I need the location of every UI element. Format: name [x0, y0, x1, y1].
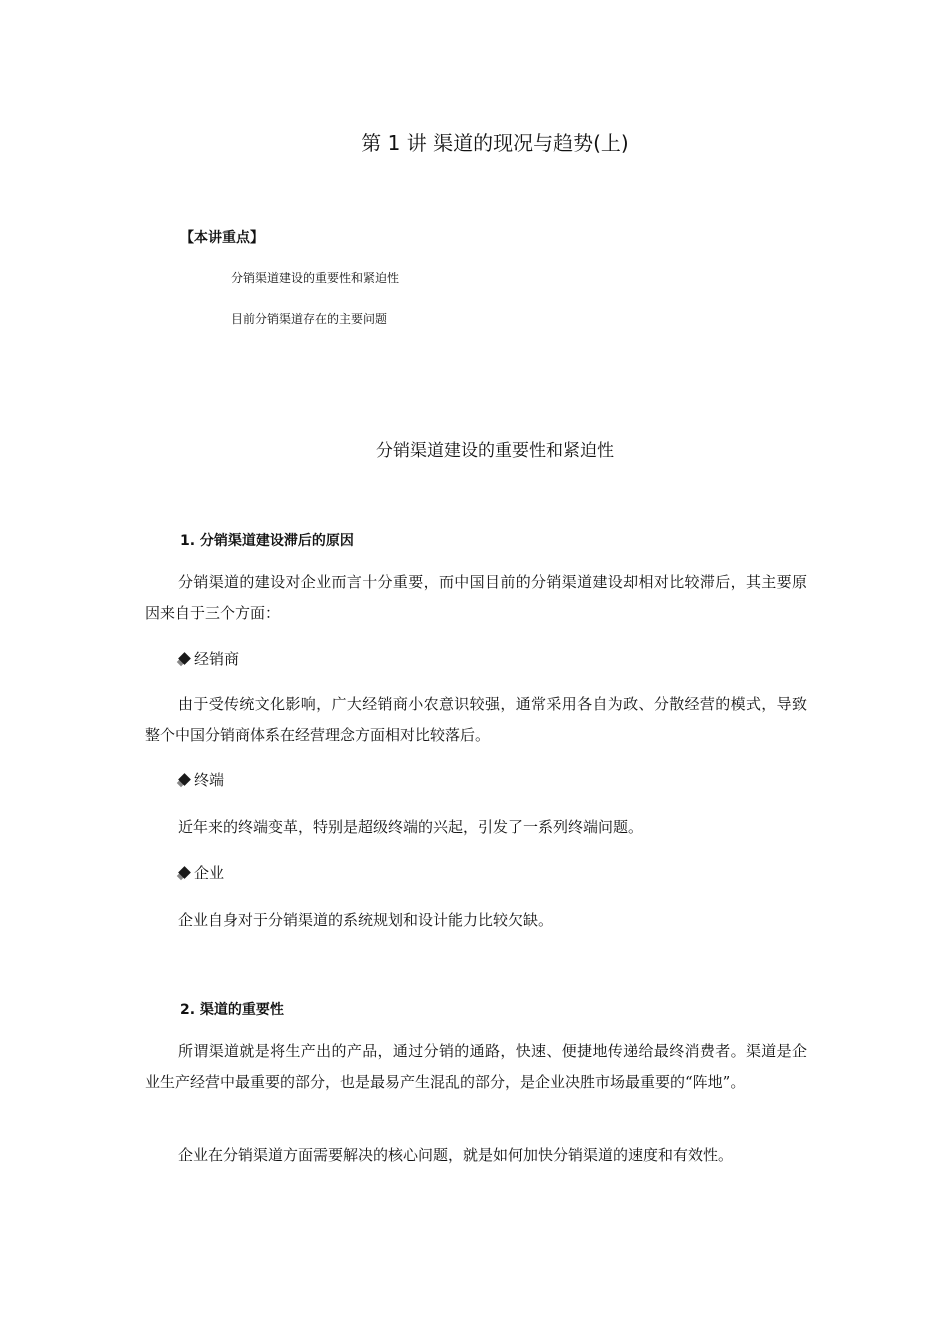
bullet-label: 经销商	[194, 650, 240, 668]
section-title: 分销渠道建设的重要性和紧迫性	[376, 441, 614, 461]
bullet-terminal	[178, 769, 224, 790]
diamond-bullet-icon	[178, 652, 192, 666]
bullet-text: 近年来的终端变革，特别是超级终端的兴起，引发了一系列终端问题。	[178, 818, 644, 836]
bullet-distributor	[178, 648, 239, 669]
part2-heading: 2. 渠道的重要性	[180, 1002, 284, 1018]
bullet-text: 由于受传统文化影响，广大经销商小农意识较强，通常采用各自为政、分散经营的模式，导致整个中国分销商体系在经营理念方面相对比较落后。	[145, 695, 807, 744]
focus-item: 目前分销渠道存在的主要问题	[231, 312, 388, 326]
focus-item: 分销渠道建设的重要性和紧迫性	[231, 271, 400, 285]
bullet-enterprise	[178, 862, 224, 883]
part2-paragraph: 所谓渠道就是将生产出的产品，通过分销的通路，快速、便捷地传递给最终消费者。渠道是企业生产经营中最重要的部分，也是最易产生混乱的部分，是企业决胜市场最重要的“阵地”。	[145, 1042, 807, 1091]
focus-heading: 【本讲重点】	[180, 230, 264, 246]
page-title: 第 1 讲 渠道的现况与趋势(上)	[361, 131, 629, 155]
part1-heading: 1. 分销渠道建设滞后的原因	[180, 533, 354, 549]
part1-intro: 分销渠道的建设对企业而言十分重要，而中国目前的分销渠道建设却相对比较滞后，其主要原因来自于三个方面：	[145, 573, 807, 622]
bullet-label: 企业	[194, 864, 225, 882]
diamond-bullet-icon	[178, 866, 192, 880]
bullet-text: 企业自身对于分销渠道的系统规划和设计能力比较欠缺。	[178, 911, 554, 929]
part2-paragraph: 企业在分销渠道方面需要解决的核心问题，就是如何加快分销渠道的速度和有效性。	[178, 1146, 734, 1164]
bullet-label: 终端	[194, 771, 225, 789]
diamond-bullet-icon	[178, 773, 192, 787]
